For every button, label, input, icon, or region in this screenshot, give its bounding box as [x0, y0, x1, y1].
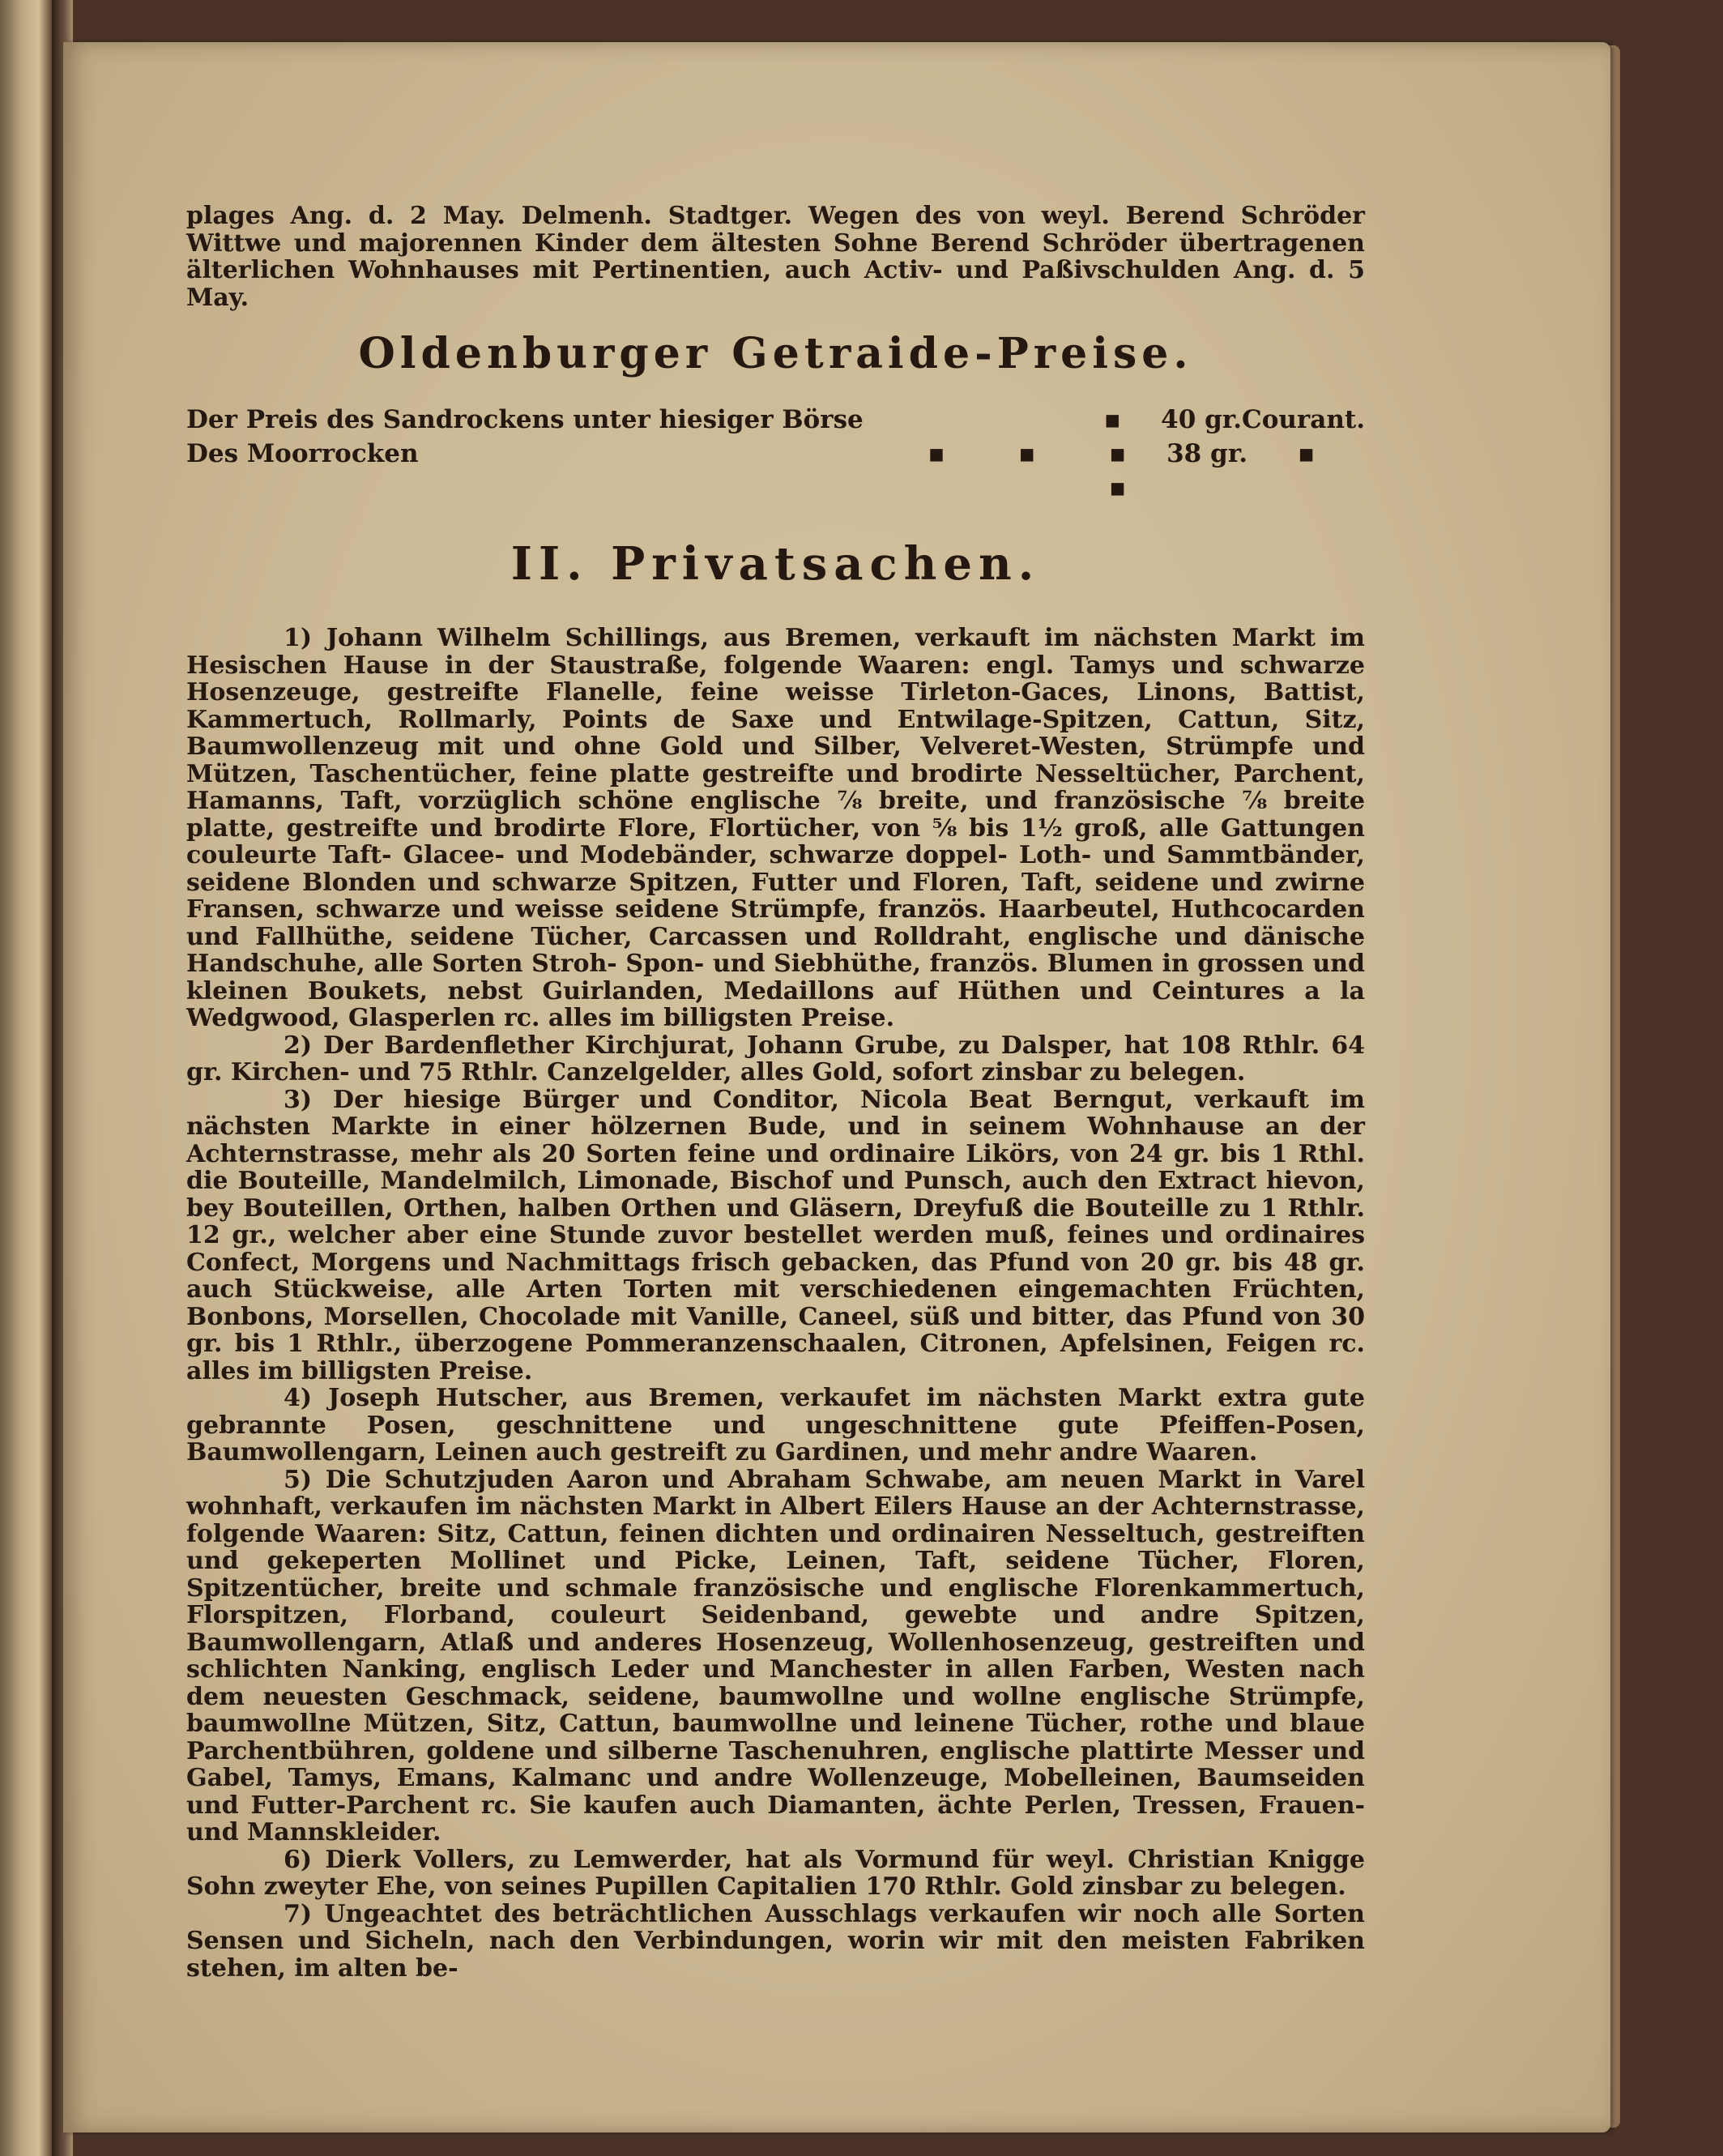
page-stack-edge [1609, 45, 1620, 2128]
section-heading: II. Privatsachen. [510, 537, 1041, 591]
price-leader: ▪ ▪ ▪ ▪ [928, 439, 1158, 502]
price-label: Der Preis des Sandrockens unter hiesiger Börse [186, 405, 864, 434]
price-leader: ▪ [1103, 405, 1154, 434]
list-item: 4) Joseph Hutscher, aus Bremen, verkaufet im nächsten Markt extra gute gebrannte Posen, geschnittene und ungeschnittene gute Pfeiffen-Posen, Baumwollengarn, Leinen auch gestreift zu Gardinen, und mehr andre Waaren. [186, 1384, 1365, 1467]
price-label: Des Moorrocken [186, 439, 419, 468]
price-row-moorrocken [186, 437, 1365, 505]
price-currency: Courant. [1242, 405, 1366, 434]
previous-page-edge [0, 0, 52, 2156]
grain-prices-heading: Oldenburger Getraide-Preise. [358, 329, 1193, 378]
list-item: 5) Die Schutzjuden Aaron und Abraham Schwabe, am neuen Markt in Varel wohnhaft, verkaufen im nächsten Markt in Albert Eilers Hause an der Achternstrasse, folgende Waaren: Sitz, Cattun, feinen dichten und ordinairen Nesseltuch, gestreiften und gekeperten Mollinet und Picke, Leinen, Taft, seidene Tücher, Floren, Spitzentücher, breite und schmale französische und englische Florenkammertuch, Florspitzen, Florband, couleurt Seidenband, gewebte und andre Spitzen, Baumwollengarn, Atlaß und anderes Hosenzeug, Wollenhosenzeug, gestreiften und schlichten Nanking, englisch Leder und Manchester in allen Farben, Westen nach dem neuesten Geschmack, seidene, baumwollne und wollne englische Strümpfe, baumwollne Mützen, Sitz, Cattun, baumwollne und leinene Tücher, rothe und blaue Parchentbühren, goldene und silberne Taschenuhren, englische plattirte Messer und Gabel, Tamys, Emans, Kalmanc und andre Wollenzeuge, Mobelleinen, Baumseiden und Futter-Parchent rc. Sie kaufen auch Diamanten, ächte Perlen, Tressen, Frauen- und Mannskleider. [186, 1465, 1365, 1846]
list-item: 3) Der hiesige Bürger und Conditor, Nicola Beat Berngut, verkauft im nächsten Markte in einer hölzernen Bude, und in seinem Wohnhause an der Achternstrasse, mehr als 20 Sorten feine und ordinaire Likörs, von 24 gr. bis 1 Rthl. die Bouteille, Mandelmilch, Limonade, Bischof und Punsch, auch den Extract hievon, bey Bouteillen, Orthen, halben Orthen und Gläsern, Dreyfuß die Bouteille zu 1 Rthlr. 12 gr., welcher aber eine Stunde zuvor bestellet werden muß, feines und ordinaires Confect, Morgens und Nachmittags frisch gebacken, das Pfund von 20 gr. bis 48 gr. auch Stückweise, alle Arten Torten mit verschiedenen eingemachten Früchten, Bonbons, Morsellen, Chocolade mit Vanille, Caneel, süß und bitter, das Pfund von 30 gr. bis 1 Rthlr., überzogene Pommeranzenschaalen, Citronen, Apfelsinen, Feigen rc. alles im billigsten Preise. [186, 1085, 1365, 1385]
list-item: 1) Johann Wilhelm Schillings, aus Bremen, verkauft im nächsten Markt im Hesischen Hause in der Staustraße, folgende Waaren: engl. Tamys und schwarze Hosenzeuge, gestreifte Flanelle, feine weisse Tirleton-Gaces, Linons, Battist, Kammertuch, Rollmarly, Points de Saxe und Entwilage-Spitzen, Cattun, Sitz, Baumwollenzeug mit und ohne Gold und Silber, Velveret-Westen, Strümpfe und Mützen, Taschentücher, feine platte gestreifte und brodirte Nesseltücher, Parchent, Hamanns, Taft, vorzüglich schöne englische ⅞ breite, und französische ⅞ breite platte, gestreifte und brodirte Flore, Flortücher, von ⅝ bis 1½ groß, alle Gattungen couleurte Taft- Glacee- und Modebänder, schwarze doppel- Loth- und Sammtbänder, seidene Blonden und schwarze Spitzen, Futter und Floren, Taft, seidene und zwirne Fransen, schwarze und weisse seidene Strümpfe, französ. Haarbeutel, Huthcocarden und Fallhüthe, seidene Tücher, Carcassen und Rolldraht, englische und dänische Handschuhe, alle Sorten Stroh- Spon- und Siebhüthe, französ. Blumen in grossen und kleinen Boukets, nebst Guirlanden, Medaillons auf Hüthen und Ceintures a la Wedgwood, Glasperlen rc. alles im billigsten Preise. [186, 624, 1365, 1032]
price-value: 40 gr. [1161, 405, 1243, 434]
price-row-sandrocken [186, 403, 1365, 437]
price-currency: ▪ [1297, 439, 1315, 468]
list-item: 2) Der Bardenflether Kirchjurat, Johann Grube, zu Dalsper, hat 108 Rthlr. 64 gr. Kirchen- und 75 Rthlr. Canzelgelder, alles Gold, sofort zinsbar zu belegen. [186, 1031, 1365, 1087]
price-value: 38 gr. [1166, 439, 1247, 468]
intro-paragraph: plages Ang. d. 2 May. Delmenh. Stadtger. Wegen des von weyl. Berend Schröder Wittwe und majorennen Kinder dem ältesten Sohne Berend Schröder übertragenen älterlichen Wohnhauses mit Pertinentien, auch Activ- und Paßivschulden Ang. d. 5 May. [186, 202, 1365, 312]
page-content [186, 203, 1365, 1982]
list-item: 6) Dierk Vollers, zu Lemwerder, hat als Vormund für weyl. Christian Knigge Sohn zweyter Ehe, von seines Pupillen Capitalien 170 Rthlr. Gold zinsbar zu belegen. [186, 1845, 1365, 1901]
list-item: 7) Ungeachtet des beträchtlichen Ausschlags verkaufen wir noch alle Sorten Sensen und Sicheln, nach den Verbindungen, worin wir mit den meisten Fabriken stehen, im alten be- [186, 1899, 1365, 1983]
